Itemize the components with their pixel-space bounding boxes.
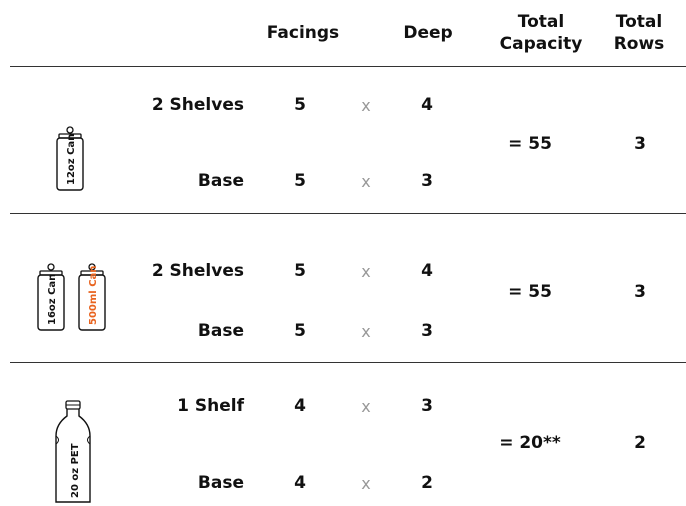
- group3-row2-label: Base: [197, 473, 244, 493]
- bottle-20oz-icon: [53, 400, 93, 504]
- bottle-20oz-label: 20 oz PET: [70, 443, 81, 498]
- group3-row1-mult: x: [361, 397, 371, 416]
- group3-row2-facings: 4: [294, 473, 306, 493]
- group2-row1-facings: 5: [294, 261, 306, 281]
- group2-row2-facings: 5: [294, 321, 306, 341]
- header-facings: Facings: [266, 23, 340, 43]
- header-total-capacity-line2: Capacity: [499, 34, 583, 54]
- can-16oz-label: 16oz Can: [47, 273, 58, 325]
- group1-row1-mult: x: [361, 96, 371, 115]
- header-deep: Deep: [403, 23, 453, 43]
- group1-row2-label: Base: [197, 171, 244, 191]
- group3-row1-facings: 4: [294, 396, 306, 416]
- group2-total-rows: 3: [634, 282, 646, 302]
- can-500ml-label: 500ml Can: [88, 265, 99, 325]
- group3-total-rows: 2: [634, 433, 646, 453]
- group3-row2-mult: x: [361, 474, 371, 493]
- can-16oz-icon: [36, 262, 66, 332]
- group1-row1-deep: 4: [421, 95, 433, 115]
- header-total-capacity: [486, 11, 596, 55]
- group1-row1-label: 2 Shelves: [151, 95, 244, 115]
- group2-row1-mult: x: [361, 262, 371, 281]
- can-12oz-icon: [55, 125, 85, 193]
- group1-row2-mult: x: [361, 172, 371, 191]
- divider-group2: [10, 362, 686, 363]
- group1-total-rows: 3: [634, 134, 646, 154]
- group1-row2-deep: 3: [421, 171, 433, 191]
- group2-row1-label: 2 Shelves: [151, 261, 244, 281]
- group2-capacity: = 55: [508, 282, 552, 302]
- group2-row2-mult: x: [361, 322, 371, 341]
- header-total-rows-line1: Total: [615, 12, 663, 32]
- group3-row2-deep: 2: [421, 473, 433, 493]
- header-total-capacity-line1: Total: [517, 12, 565, 32]
- group2-row2-label: Base: [197, 321, 244, 341]
- can-12oz-label: 12oz Can: [66, 133, 77, 185]
- group3-capacity: = 20**: [499, 433, 561, 453]
- group1-row1-facings: 5: [294, 95, 306, 115]
- header-total-rows-line2: Rows: [613, 34, 665, 54]
- header-total-rows: [609, 11, 669, 55]
- group3-row1-label: 1 Shelf: [177, 396, 244, 416]
- group2-row2-deep: 3: [421, 321, 433, 341]
- divider-header: [10, 66, 686, 67]
- can-500ml-icon: [77, 262, 107, 332]
- group3-row1-deep: 3: [421, 396, 433, 416]
- group1-capacity: = 55: [508, 134, 552, 154]
- group2-row1-deep: 4: [421, 261, 433, 281]
- divider-group1: [10, 213, 686, 214]
- group1-row2-facings: 5: [294, 171, 306, 191]
